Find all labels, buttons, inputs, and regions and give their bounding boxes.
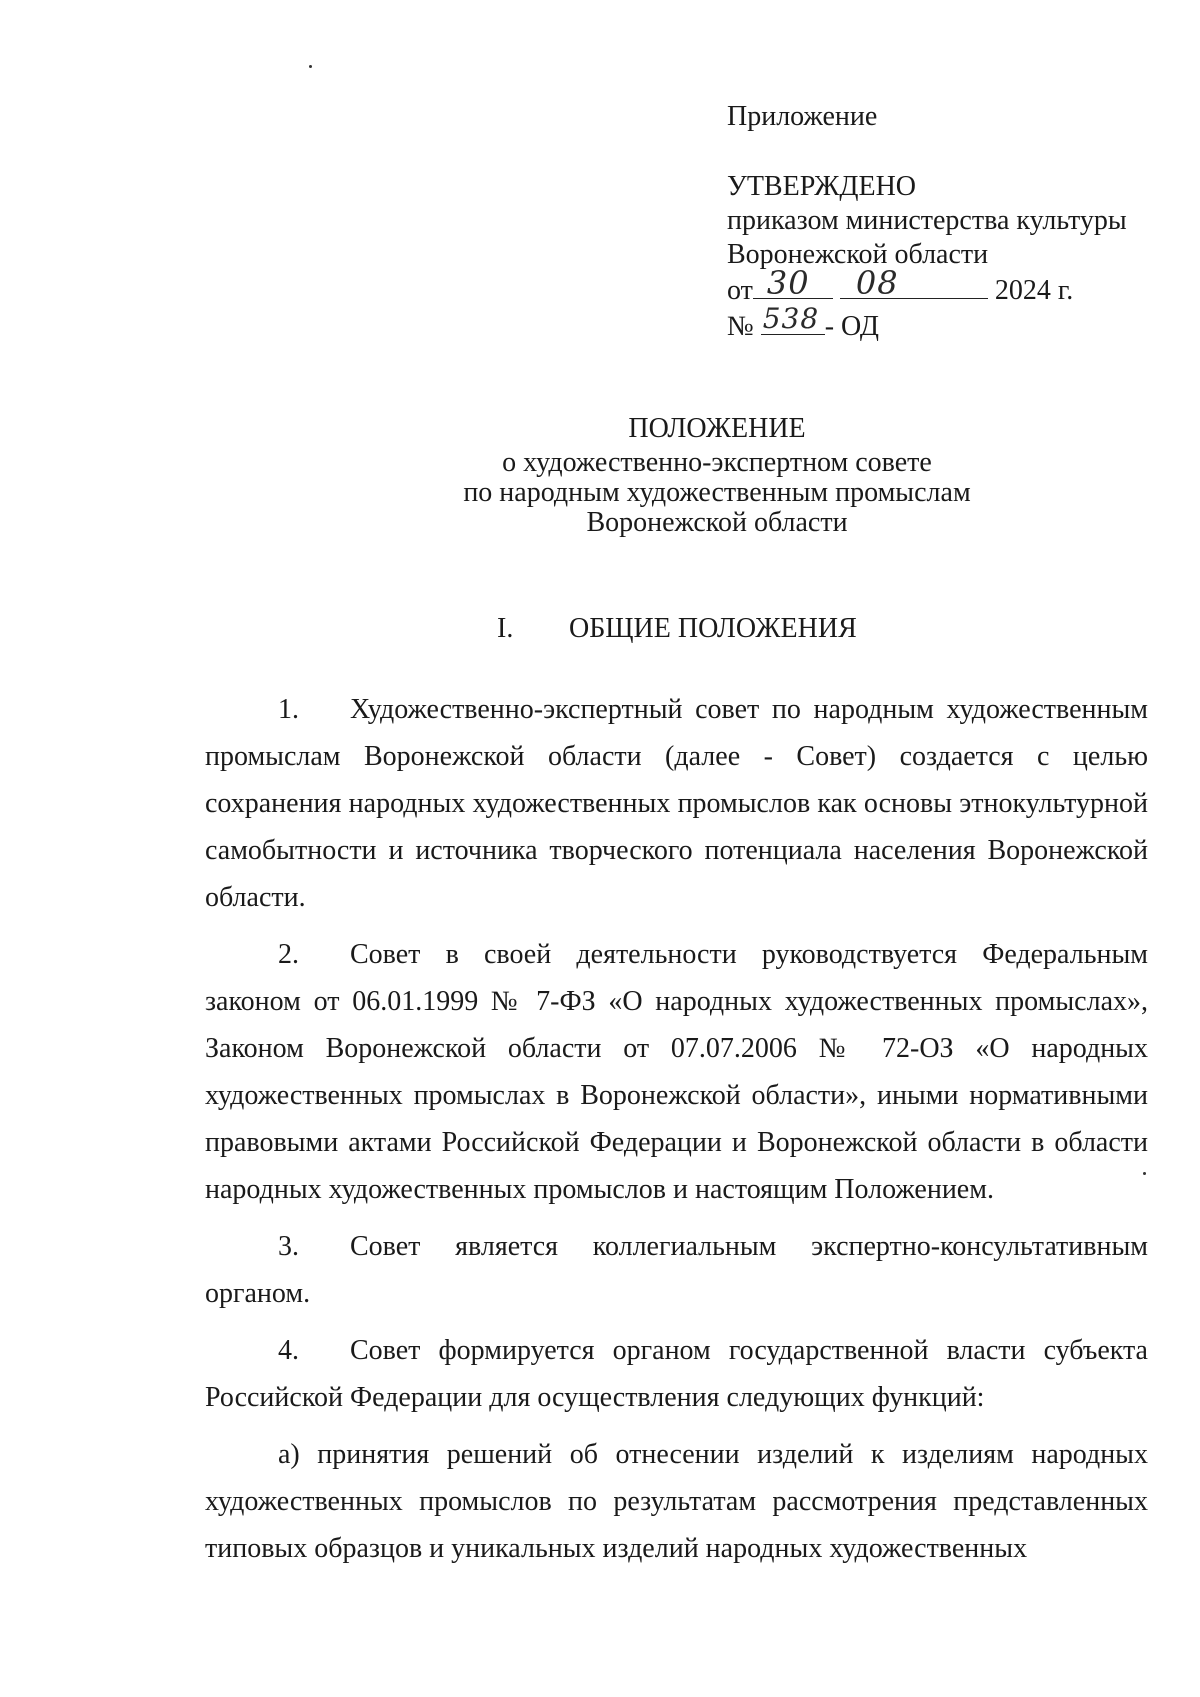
date-day-field bbox=[753, 264, 833, 302]
document-title-block bbox=[0, 414, 1200, 538]
number-handwritten: 538 bbox=[762, 302, 820, 335]
paragraph-number: 1. bbox=[278, 694, 299, 725]
paragraph-number: 4. bbox=[278, 1335, 299, 1366]
order-line-1: приказом министерства культуры bbox=[727, 205, 1127, 236]
document-subtitle-line-1: о художественно-экспертном совете bbox=[502, 447, 932, 478]
section-heading bbox=[497, 612, 857, 646]
paragraph-2 bbox=[205, 931, 1148, 1213]
paragraph-4a bbox=[205, 1431, 1148, 1572]
paragraph-text: а) принятия решений об отнесении изделий к изделиям народных художественных промыслов по результатам рассмотрения представленных типовых образцов и уникальных изделий народных художественных bbox=[205, 1439, 1148, 1564]
paragraph-text: Художественно-экспертный совет по народным художественным промыслам Воронежской области (далее - Совет) создается с целью сохранения народных художественных промыслов как основы этнокультурной самобытности и источника творческого потенциала населения Воронежской области. bbox=[205, 694, 1148, 913]
document-body bbox=[205, 686, 1148, 1573]
scan-speck bbox=[309, 65, 312, 68]
paragraph-number: 2. bbox=[278, 939, 299, 970]
number-prefix: № bbox=[727, 311, 754, 342]
date-year: 2024 г. bbox=[994, 275, 1074, 306]
paragraph-1 bbox=[205, 686, 1148, 921]
paragraph-3 bbox=[205, 1223, 1148, 1317]
date-prefix: от bbox=[727, 275, 753, 306]
approved-label: УТВЕРЖДЕНО bbox=[727, 171, 917, 202]
section-number: I. bbox=[497, 613, 514, 644]
date-month-handwritten: 08 bbox=[855, 264, 899, 302]
paragraph-text: Совет является коллегиальным экспертно-консультативным органом. bbox=[205, 1231, 1148, 1309]
paragraph-text: Совет в своей деятельности руководствуется Федеральным законом от 06.01.1999 № 7-ФЗ «О народных художественных промыслах», Законом Воронежской области от 07.07.2006 № 72-ОЗ «О народных художественных промыслах в Воронежской области», иными нормативными правовыми актами Российской Федерации и Воронежской области в области народных художественных промыслов и настоящим Положением. bbox=[205, 939, 1148, 1205]
number-suffix: - ОД bbox=[824, 311, 879, 342]
paragraph-text: Совет формируется органом государственной власти субъекта Российской Федерации для осуществления следующих функций: bbox=[205, 1335, 1148, 1413]
date-month-field bbox=[840, 264, 988, 302]
number-line bbox=[727, 302, 1127, 344]
document-subtitle-line-2: по народным художественным промыслам bbox=[463, 477, 971, 508]
order-line-2: Воронежской области bbox=[727, 239, 989, 270]
document-subtitle-line-3: Воронежской области bbox=[586, 507, 848, 538]
appendix-label: Приложение bbox=[727, 101, 878, 132]
document-title: ПОЛОЖЕНИЕ bbox=[628, 413, 806, 444]
number-field bbox=[761, 302, 825, 335]
date-day-handwritten: 30 bbox=[766, 264, 810, 302]
approval-stamp-block bbox=[727, 100, 1127, 344]
paragraph-4 bbox=[205, 1327, 1148, 1421]
paragraph-number: 3. bbox=[278, 1231, 299, 1262]
section-title: ОБЩИЕ ПОЛОЖЕНИЯ bbox=[569, 613, 857, 644]
